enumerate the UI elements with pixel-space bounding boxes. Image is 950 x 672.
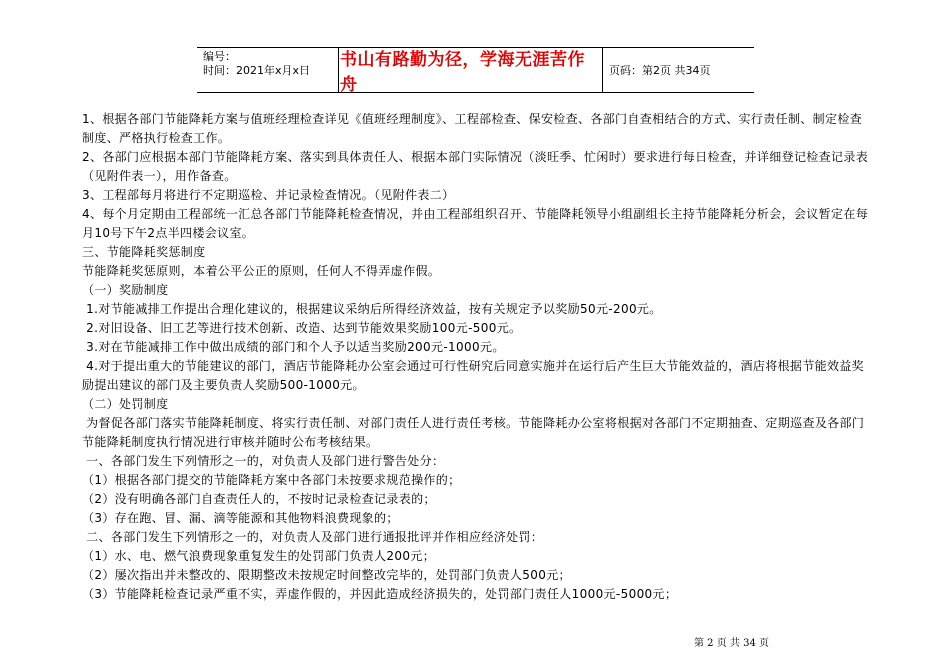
header-page-code: 页码：第2页 共34页 bbox=[609, 64, 711, 77]
document-number-label: 编号： bbox=[203, 50, 236, 63]
body-paragraph: （3）节能降耗检查记录严重不实，弄虚作假的，并因此造成经济损失的，处罚部门责任人1000元-5000元； bbox=[82, 587, 678, 601]
header-motto: 书山有路勤为径，学海无涯苦作舟 bbox=[340, 48, 603, 92]
body-paragraph: （2）没有明确各部门自查责任人的，不按时记录检查记录表的； bbox=[82, 492, 436, 506]
body-paragraph: 3.对在节能减排工作中做出成绩的部门和个人予以适当奖励200元-1000元。 bbox=[82, 340, 505, 354]
body-paragraph: （2）屡次指出并未整改的、限期整改未按规定时间整改完毕的，处罚部门负责人500元； bbox=[82, 568, 571, 582]
body-paragraph: 2、各部门应根据本部门节能降耗方案、落实到具体责任人、根据本部门实际情况（淡旺季、忙闲时）要求进行每日检查，并详细登记检查记录表（见附件表一），用作备查。 bbox=[82, 150, 869, 183]
body-paragraph: （1）根据各部门提交的节能降耗方案中各部门未按要求规范操作的； bbox=[82, 473, 461, 487]
subsection-heading: （二）处罚制度 bbox=[82, 397, 169, 411]
body-paragraph: 为督促各部门落实节能降耗制度、将实行责任制、对部门责任人进行责任考核。节能降耗办公室将根据对各部门不定期抽查、定期巡查及各部门节能降耗制度执行情况进行审核并随时公布考核结果。 bbox=[82, 416, 865, 449]
body-paragraph: 4、每个月定期由工程部统一汇总各部门节能降耗检查情况，并由工程部组织召开、节能降耗领导小组副组长主持节能降耗分析会，会议暂定在每月10号下午2点半四楼会议室。 bbox=[82, 207, 869, 240]
body-paragraph: 节能降耗奖惩原则，本着公平公正的原则，任何人不得弄虚作假。 bbox=[82, 264, 441, 278]
body-paragraph: 二、各部门发生下列情形之一的，对负责人及部门进行通报批评并作相应经济处罚： bbox=[82, 530, 544, 544]
body-paragraph: 3、工程部每月将进行不定期巡检、并记录检查情况。（见附件表二） bbox=[82, 188, 455, 202]
document-date: 时间：2021年x月x日 bbox=[203, 64, 311, 77]
body-paragraph: 1、根据各部门节能降耗方案与值班经理检查详见《值班经理制度》、工程部检查、保安检查、各部门自查相结合的方式、实行责任制、制定检查制度、严格执行检查工作。 bbox=[82, 112, 863, 145]
body-paragraph: 一、各部门发生下列情形之一的，对负责人及部门进行警告处分： bbox=[82, 454, 445, 468]
subsection-heading: （一）奖励制度 bbox=[82, 283, 169, 297]
body-paragraph: 1.对节能减排工作提出合理化建议的，根据建议采纳后所得经济效益，按有关规定予以奖励50元-200元。 bbox=[82, 302, 662, 316]
document-body bbox=[82, 110, 872, 604]
body-paragraph: （1）水、电、燃气浪费现象重复发生的处罚部门负责人200元； bbox=[82, 549, 436, 563]
header-info-cell bbox=[197, 48, 339, 92]
body-paragraph: （3）存在跑、冒、漏、滴等能源和其他物料浪费现象的； bbox=[82, 511, 399, 525]
body-paragraph: 2.对旧设备、旧工艺等进行技术创新、改造、达到节能效果奖励100元-500元。 bbox=[82, 321, 522, 335]
body-paragraph: 4.对于提出重大的节能建议的部门，酒店节能降耗办公室会通过可行性研究后同意实施并在运行后产生巨大节能效益的，酒店将根据节能效益奖励提出建议的部门及主要负责人奖励500-1000元。 bbox=[82, 359, 865, 392]
section-heading: 三、节能降耗奖惩制度 bbox=[82, 245, 206, 259]
page-footer: 第 2 页 共 34 页 bbox=[694, 638, 769, 649]
page-header bbox=[197, 47, 754, 93]
